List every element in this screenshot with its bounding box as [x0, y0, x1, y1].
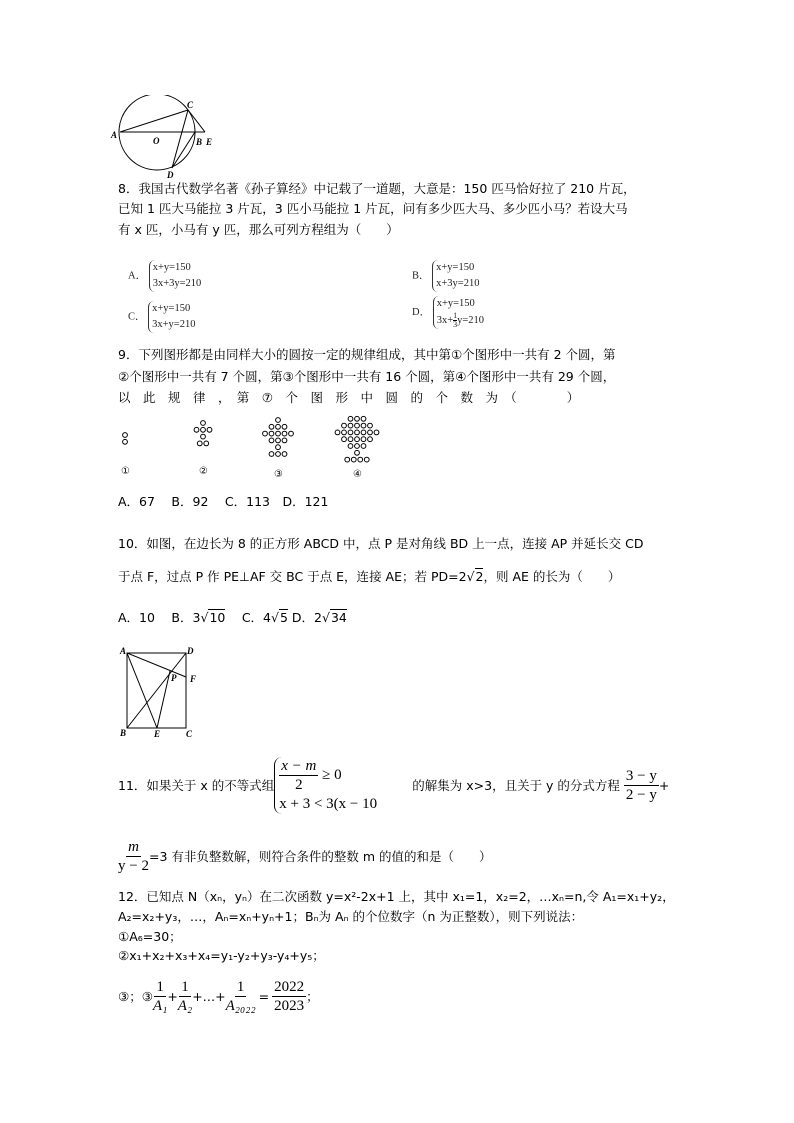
option-label: B．	[412, 270, 430, 282]
pattern-circle	[342, 437, 347, 442]
q10-line2: 于点 F，过点 P 作 PE⊥AF 交 BC 于点 E，连接 AE；若 PD=2√2，则 AE 的长为（ ）	[118, 569, 621, 584]
text: +	[658, 777, 670, 793]
text: C．4	[225, 610, 271, 625]
pattern-circle	[351, 457, 356, 462]
text: 11．如果关于 x 的不等式组	[118, 777, 275, 793]
q9-line1: 9．下列图形都是由同样大小的圆按一定的规律组成，其中第①个图形中一共有 2 个圆，第	[118, 347, 616, 362]
text: 于点 F，过点 P 作 PE⊥AF 交 BC 于点 E，连接 AE；若 PD=2	[118, 569, 467, 584]
q10-line1: 10．如图，在边长为 8 的正方形 ABCD 中，点 P 是对角线 BD 上一点，连接 AP 并延长交 CD	[118, 536, 644, 551]
text: ≥ 0	[322, 766, 342, 783]
q8-line3: 有 x 匹，小马有 y 匹，那么可列方程组为（ ）	[118, 222, 399, 237]
pattern-circle	[282, 424, 287, 429]
text: 2 − y	[625, 787, 657, 803]
q8-option-c[interactable]	[128, 301, 195, 333]
radicand: 2	[475, 569, 484, 584]
text: ；	[306, 988, 319, 1004]
text: 1	[236, 979, 245, 995]
text: 2023	[274, 998, 305, 1014]
eq: 3x+3y=210	[152, 278, 202, 289]
text: 1	[181, 979, 189, 995]
circle-figure	[110, 95, 230, 180]
text: A₁	[152, 998, 168, 1014]
pattern-circle	[361, 416, 366, 421]
pattern-circle	[361, 430, 366, 435]
pattern-circle	[342, 430, 347, 435]
eq: y=210	[457, 314, 485, 326]
text: ，则 AE 的长为（ ）	[483, 569, 621, 584]
text: x − m	[281, 758, 317, 774]
q12-item2: ②x₁+x₂+x₃+x₄=y₁-y₂+y₃-y₄+y₅；	[118, 948, 325, 963]
num: 1	[453, 311, 458, 320]
pattern-circle	[355, 430, 360, 435]
option-label: C．	[128, 311, 146, 323]
pattern-circle	[194, 427, 199, 432]
label-e: E	[154, 729, 161, 739]
pattern-circle	[348, 437, 353, 442]
pattern-circle	[355, 444, 360, 449]
equation-system	[148, 301, 195, 333]
text: 5	[279, 610, 288, 625]
pattern-circle	[345, 457, 350, 462]
eq: x+3y=210	[436, 278, 480, 289]
pattern-circle	[364, 457, 369, 462]
eq: x+y=150	[436, 262, 475, 273]
text: D．2	[287, 610, 322, 625]
q11-line1	[118, 757, 669, 814]
text: 的解集为 x>3，且关于 y 的分式方程	[412, 777, 620, 793]
pattern-circle	[123, 439, 128, 444]
label-b: B	[120, 728, 127, 738]
pattern-circle	[335, 430, 340, 435]
text: x + 3 < 3(x − 10	[279, 796, 378, 812]
text: 34	[330, 610, 347, 625]
pattern-circle	[361, 444, 366, 449]
label-b: B	[196, 137, 203, 147]
label-d: D	[187, 646, 194, 656]
den: 3	[453, 320, 458, 329]
label-a: A	[120, 646, 127, 656]
pattern-circle	[201, 421, 206, 426]
option-label: A．	[128, 270, 147, 282]
label-c: C	[187, 100, 194, 110]
pattern-circle	[355, 450, 360, 455]
pattern-circle	[355, 423, 360, 428]
pattern-circle	[276, 445, 281, 450]
pattern-circle	[342, 423, 347, 428]
pattern-circle	[276, 431, 281, 436]
pattern-circle	[361, 423, 366, 428]
label-p: P	[171, 673, 177, 683]
label-f: F	[190, 674, 197, 684]
q8-option-d[interactable]	[412, 296, 484, 329]
label-o: O	[153, 136, 160, 146]
pattern-circle	[368, 430, 373, 435]
text: A₂₀₂₂	[225, 998, 256, 1014]
pattern-circle	[263, 431, 268, 436]
pattern-circle	[348, 416, 353, 421]
label-d: D	[167, 170, 174, 180]
pattern-circle	[361, 437, 366, 442]
q8-option-b[interactable]	[412, 260, 479, 292]
label-a: A	[111, 130, 118, 140]
pattern-circle	[269, 424, 274, 429]
text: =	[258, 988, 270, 1004]
pattern-circle	[276, 452, 281, 457]
equation-system	[432, 260, 479, 292]
pattern-circle	[355, 416, 360, 421]
fig-label-1: ①	[121, 466, 130, 477]
q9-answers: A．67 B．92 C．113 D．121	[118, 494, 329, 509]
eq: x+y=150	[436, 298, 475, 309]
equation-system	[433, 296, 484, 329]
text: =3 有非负整数解，则符合条件的整数 m 的值的和是（ ）	[148, 848, 492, 864]
q8-option-a[interactable]	[128, 260, 201, 292]
q8-line1: 8．我国古代数学名著《孙子算经》中记载了一道题，大意是：150 匹马恰好拉了 210 片瓦，	[118, 181, 636, 196]
square-figure	[112, 644, 212, 740]
text: ③；③	[118, 988, 153, 1004]
text: 3 − y	[625, 768, 657, 784]
pattern-circle	[197, 441, 202, 446]
pattern-circle	[201, 427, 206, 432]
text: 2022	[274, 979, 305, 995]
text: 10	[209, 610, 226, 625]
q12-item3: ③；③ $\frac{1}{\text{A₁}}$ + $\frac{1}{\text{A₂}}$ +…+ $\frac{1}{\text{A₂₀₂₂}}$ = $\frac{2022}{2023}$ ；	[118, 979, 319, 1014]
q8-line2: 已知 1 匹大马能拉 3 片瓦，3 匹小马能拉 1 片瓦，问有多少匹大马、多少匹小马？若设大马	[118, 201, 628, 216]
eq: 3x+y=210	[152, 319, 196, 330]
pattern-circle	[201, 434, 206, 439]
circle-pattern-figures	[110, 415, 430, 485]
pattern-circle	[123, 433, 128, 438]
pattern-circle	[207, 427, 212, 432]
text: A．10 B．3	[118, 610, 201, 625]
pattern-circle	[282, 438, 287, 443]
option-label: D．	[412, 306, 431, 318]
fig-label-4: ④	[353, 469, 362, 480]
pattern-circle	[276, 438, 281, 443]
q12-line2: A₂=x₂+y₃，…，Aₙ=xₙ+yₙ+1；Bₙ为 Aₙ 的个位数字（n 为正整数），则下列说法：	[118, 909, 584, 924]
text: m	[128, 839, 139, 855]
q12-item1: ①A₆=30；	[118, 929, 182, 944]
q12-line1: 12．已知点 N（xₙ，yₙ）在二次函数 y=x²-2x+1 上，其中 x₁=1，x₂=2，…xₙ=n,令 A₁=x₁+y₂，	[118, 889, 675, 904]
fig-label-2: ②	[199, 466, 208, 477]
equation-system	[149, 260, 202, 292]
text: A₂	[177, 998, 193, 1014]
pattern-circle	[374, 430, 379, 435]
pattern-circle	[269, 431, 274, 436]
pattern-circle	[289, 431, 294, 436]
eq: x+y=150	[152, 262, 191, 273]
inequality-system	[274, 757, 404, 814]
text: 2	[295, 777, 303, 793]
pattern-circle	[204, 441, 209, 446]
pattern-circle	[348, 423, 353, 428]
pattern-circle	[368, 423, 373, 428]
pattern-circle	[368, 437, 373, 442]
text: +…+	[192, 988, 226, 1004]
q11-line2	[118, 838, 492, 875]
q10-answers: A．10 B．3√10 C．4√5 D．2√34	[118, 610, 347, 625]
q9-line2: ②个图形中一共有 7 个圆，第③个图形中一共有 16 个圆，第④个图形中一共有 29 个圆，	[118, 369, 616, 384]
pattern-circle	[269, 452, 274, 457]
pattern-circle	[276, 424, 281, 429]
eq: 3x+	[436, 314, 454, 326]
label-e: E	[206, 137, 213, 147]
pattern-circle	[358, 457, 363, 462]
eq: x+y=150	[152, 303, 191, 314]
label-c: C	[186, 729, 193, 739]
pattern-circle	[348, 430, 353, 435]
pattern-circle	[282, 431, 287, 436]
pattern-circle	[276, 418, 281, 423]
fig-label-3: ③	[274, 469, 283, 480]
text: y − 2	[118, 858, 149, 874]
pattern-circle	[355, 437, 360, 442]
text: 1	[156, 979, 164, 995]
pattern-circle	[348, 444, 353, 449]
pattern-circle	[282, 452, 287, 457]
q9-line3: 以 此 规 律 ， 第 ⑦ 个 图 形 中 圆 的 个 数 为 （ ）	[118, 390, 580, 405]
pattern-circle	[269, 438, 274, 443]
